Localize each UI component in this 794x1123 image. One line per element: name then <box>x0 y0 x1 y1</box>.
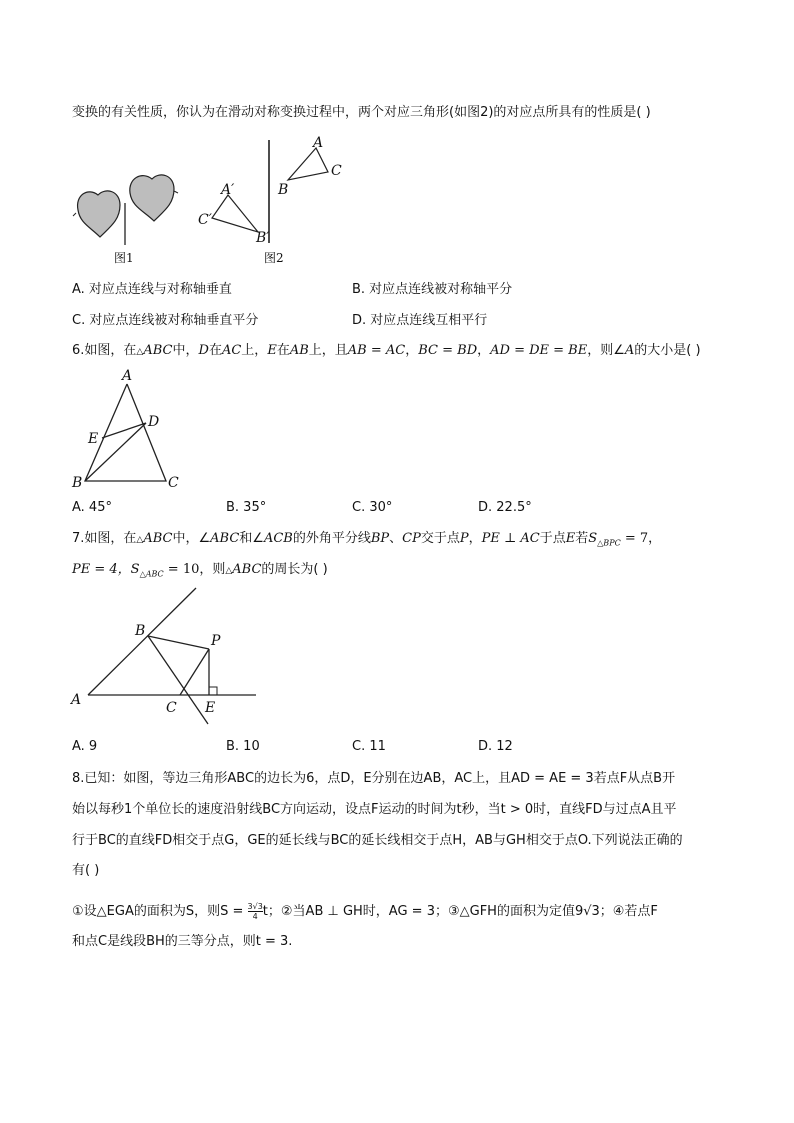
q6-option-d: D. 22.5° <box>478 500 532 515</box>
q5-option-b: B. 对应点连线被对称轴平分 <box>352 282 513 297</box>
q6-figure <box>70 366 190 491</box>
q6-option-a: A. 45° <box>72 500 112 515</box>
q8-line-4: 有( ) <box>72 863 100 878</box>
label-B: B <box>72 475 83 491</box>
fig1-caption: 图1 <box>114 251 134 265</box>
label-C: C <box>166 700 177 716</box>
q8-line-3: 行于BC的直线FD相交于点G，GE的延长线与BC的延长线相交于点H，AB与GH相交于点O.下列说法正确的 <box>72 833 683 848</box>
q6-option-c: C. 30° <box>352 500 393 515</box>
label-A: A <box>122 368 133 384</box>
q7-option-a: A. 9 <box>72 739 98 754</box>
label-A-prime: A′ <box>221 182 235 198</box>
q6-stem: 6.如图，在△ABC中，D在AC上，E在AB上，且AB = AC，BC = BD，AD = DE = BE，则∠A的大小是( ) <box>72 343 701 358</box>
label-C: C <box>168 475 179 491</box>
q8-line-6: 和点C是线段BH的三等分点，则t = 3. <box>72 934 293 949</box>
label-C: C <box>331 163 342 179</box>
q5-stem: 变换的有关性质，你认为在滑动对称变换过程中，两个对应三角形(如图2)的对应点所具有的性质是( ) <box>72 105 651 120</box>
fig2-caption: 图2 <box>264 251 284 265</box>
label-E: E <box>88 431 99 447</box>
q5-option-d: D. 对应点连线互相平行 <box>352 313 488 328</box>
q7-stem-line1: 7.如图，在△ABC中，∠ABC和∠ACB的外角平分线BP、CP交于点P，PE ⊥ AC于点E若$S_{\triangle BPC} = 7$， <box>72 531 662 548</box>
label-E: E <box>205 700 216 716</box>
label-B: B <box>135 623 146 639</box>
q7-option-c: C. 11 <box>352 739 386 754</box>
label-B: B <box>278 182 289 198</box>
q5-figure-2 <box>196 135 356 268</box>
q7-option-b: B. 10 <box>226 739 260 754</box>
q5-option-a: A. 对应点连线与对称轴垂直 <box>72 282 232 297</box>
fraction: $\frac{3√3}{4}$ <box>247 902 263 921</box>
label-C-prime: C′ <box>198 212 212 228</box>
q6-option-b: B. 35° <box>226 500 267 515</box>
q7-figure <box>68 585 268 725</box>
label-A: A <box>313 135 324 151</box>
label-A: A <box>71 692 82 708</box>
q8-line-2: 始以每秒1个单位长的速度沿射线BC方向运动，设点F运动的时间为t秒，当t > 0时，直线FD与过点A且平 <box>72 802 677 817</box>
q5-figure-1 <box>70 165 180 265</box>
q7-stem-line2: PE = 4，$S_{\triangle ABC} = 10$，则△ABC的周长为( ) <box>72 562 328 579</box>
label-B-prime: B′ <box>256 230 270 246</box>
label-D: D <box>148 414 160 430</box>
q7-option-d: D. 12 <box>478 739 513 754</box>
q8-line-1: 8.已知：如图，等边三角形ABC的边长为6，点D，E分别在边AB，AC上，且AD = AE = 3若点F从点B开 <box>72 771 676 786</box>
label-P: P <box>211 633 221 649</box>
q5-option-c: C. 对应点连线被对称轴垂直平分 <box>72 313 259 328</box>
q8-statements: ①设△EGA的面积为S，则S = $\frac{3√3}{4}$ t；②当AB ⊥ GH时，AG = 3；③△GFH的面积为定值9√3；④若点F <box>72 902 658 921</box>
